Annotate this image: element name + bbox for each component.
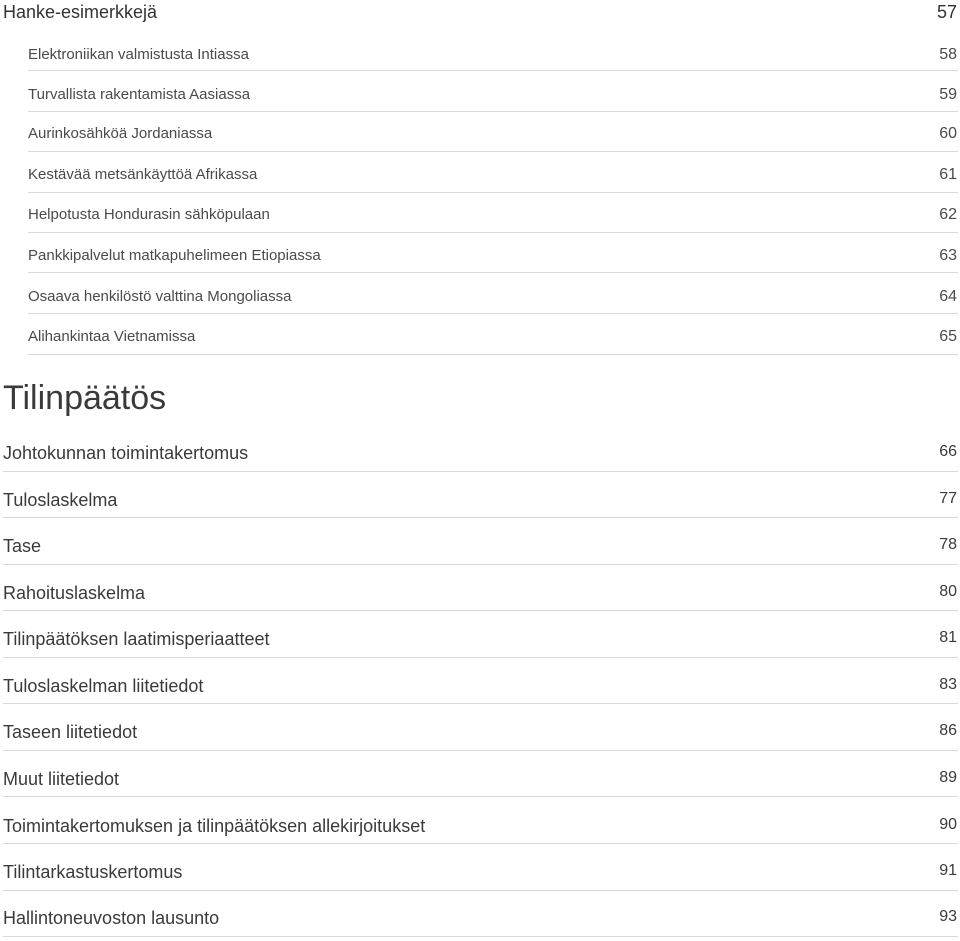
toc-entry-page: 91 (939, 862, 957, 879)
toc-entry-label: Johtokunnan toimintakertomus (3, 443, 249, 463)
toc-entry-label: Tuloslaskelma (3, 490, 118, 510)
divider (28, 272, 958, 273)
divider (28, 354, 958, 355)
divider (28, 232, 958, 233)
toc-entry-page: 64 (939, 288, 957, 305)
toc-entry-page: 89 (939, 769, 957, 786)
divider (3, 517, 958, 518)
toc-entry-label: Hallintoneuvoston lausunto (3, 908, 220, 928)
divider (28, 151, 958, 152)
toc-entry-label: Tilinpäätöksen laatimisperiaatteet (3, 629, 270, 649)
toc-entry-page: 61 (939, 166, 957, 183)
divider (3, 610, 958, 611)
divider (3, 796, 958, 797)
divider (28, 313, 958, 314)
toc-entry-label: Toimintakertomuksen ja tilinpäätöksen allekirjoitukset (3, 816, 426, 836)
toc-entry-page: 57 (936, 2, 957, 22)
toc-entry-label: Taseen liitetiedot (3, 722, 138, 742)
divider (3, 564, 958, 565)
toc-entry-page: 80 (939, 583, 957, 600)
divider (3, 750, 958, 751)
toc-entry-label: Kestävää metsänkäyttöä Afrikassa (28, 166, 258, 183)
toc-entry-page: 60 (939, 125, 957, 142)
toc-entry-label: Alihankintaa Vietnamissa (28, 328, 196, 345)
toc-entry-page: 62 (939, 206, 957, 223)
divider (3, 936, 958, 937)
toc-entry-label: Osaava henkilöstö valttina Mongoliassa (28, 288, 292, 305)
toc-entry-page: 63 (939, 247, 957, 264)
divider (3, 703, 958, 704)
toc-entry-page: 77 (939, 490, 957, 507)
toc-entry-label: Elektroniikan valmistusta Intiassa (28, 46, 249, 63)
toc-entry-label: Tuloslaskelman liitetiedot (3, 676, 204, 696)
toc-entry-page: 58 (939, 46, 957, 63)
toc-entry-label: Muut liitetiedot (3, 769, 120, 789)
toc-entry-page: 90 (939, 816, 957, 833)
divider (3, 843, 958, 844)
toc-entry-page: 59 (939, 86, 957, 103)
divider (3, 890, 958, 891)
toc-entry-label: Tilintarkastuskertomus (3, 862, 183, 882)
divider (3, 657, 958, 658)
toc-entry-label: Tase (3, 536, 42, 556)
toc-entry-page: 78 (939, 536, 957, 553)
divider (28, 192, 958, 193)
divider (3, 471, 958, 472)
divider (28, 111, 958, 112)
toc-entry-page: 86 (939, 722, 957, 739)
toc-entry-label: Hanke-esimerkkejä (3, 2, 158, 22)
toc-entry-label: Aurinkosähköä Jordaniassa (28, 125, 213, 142)
toc-entry-label: Rahoituslaskelma (3, 583, 146, 603)
toc-entry-label: Pankkipalvelut matkapuhelimeen Etiopiassa (28, 247, 321, 264)
toc-entry-page: 65 (939, 328, 957, 345)
divider (28, 70, 958, 71)
toc-entry-label: Turvallista rakentamista Aasiassa (28, 86, 251, 103)
toc-entry-page: 93 (939, 908, 957, 925)
toc-entry-page: 83 (939, 676, 957, 693)
toc-entry-page: 66 (939, 443, 957, 460)
toc-entry-label: Helpotusta Hondurasin sähköpulaan (28, 206, 270, 223)
toc-entry-page: 81 (939, 629, 957, 646)
section-title: Tilinpäätös (3, 379, 167, 417)
